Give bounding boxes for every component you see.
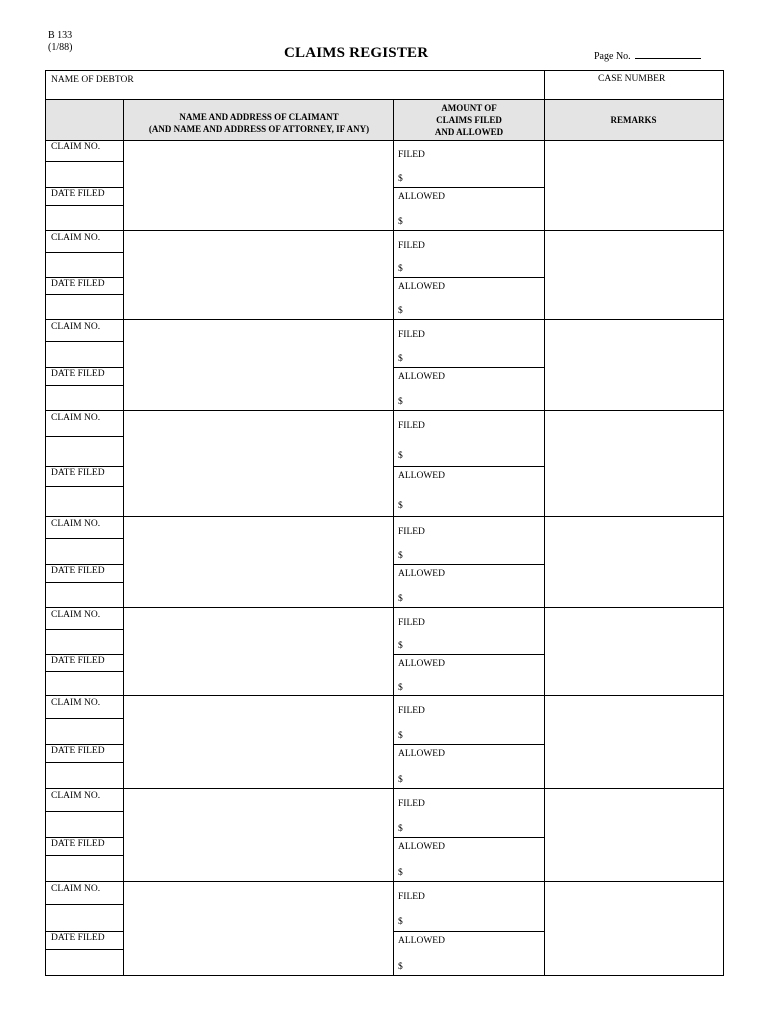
claim-no-input[interactable]: [46, 539, 123, 564]
divider: [544, 71, 545, 100]
divider: [46, 837, 123, 838]
claim-row: [46, 517, 723, 608]
date-filed-input[interactable]: [46, 763, 123, 788]
allowed-label: ALLOWED: [398, 749, 445, 759]
claim-no-input[interactable]: [46, 905, 123, 931]
date-filed-label: DATE FILED: [51, 468, 105, 478]
claim-no-input[interactable]: [46, 253, 123, 277]
divider: [46, 277, 123, 278]
claim-no-label: CLAIM NO.: [51, 142, 101, 152]
claimant-name-address-input[interactable]: [124, 696, 393, 788]
claimant-name-address-input[interactable]: [124, 608, 393, 695]
divider: [393, 564, 544, 565]
filed-dollar-sign: $: [398, 354, 403, 364]
form-number: B 133: [48, 30, 73, 41]
filed-label: FILED: [398, 706, 425, 716]
form-revision: (1/88): [48, 42, 73, 53]
filed-label: FILED: [398, 527, 425, 537]
divider: [46, 564, 123, 565]
claimant-name-address-input[interactable]: [124, 411, 393, 516]
claim-row: [46, 320, 723, 411]
claimant-name-address-input[interactable]: [124, 517, 393, 607]
divider: [393, 654, 544, 655]
claim-row: [46, 140, 723, 231]
divider: [46, 367, 123, 368]
claimant-column-header: [124, 111, 394, 135]
date-filed-label: DATE FILED: [51, 839, 105, 849]
date-filed-label: DATE FILED: [51, 933, 105, 943]
allowed-dollar-sign: $: [398, 962, 403, 972]
date-filed-input[interactable]: [46, 856, 123, 881]
filed-dollar-sign: $: [398, 264, 403, 274]
date-filed-label: DATE FILED: [51, 746, 105, 756]
claim-row: [46, 882, 723, 976]
date-filed-label: DATE FILED: [51, 656, 105, 666]
claim-no-input[interactable]: [46, 630, 123, 654]
page-title: CLAIMS REGISTER: [284, 45, 429, 61]
claim-row: [46, 789, 723, 882]
filed-label: FILED: [398, 150, 425, 160]
allowed-label: ALLOWED: [398, 659, 445, 669]
allowed-label: ALLOWED: [398, 936, 445, 946]
claim-no-input[interactable]: [46, 162, 123, 187]
claimant-name-address-input[interactable]: [124, 320, 393, 410]
allowed-label: ALLOWED: [398, 842, 445, 852]
claim-no-label: CLAIM NO.: [51, 610, 101, 620]
divider: [393, 367, 544, 368]
allowed-label: ALLOWED: [398, 471, 445, 481]
divider: [393, 277, 544, 278]
filed-label: FILED: [398, 618, 425, 628]
claim-no-label: CLAIM NO.: [51, 791, 101, 801]
claim-no-input[interactable]: [46, 437, 123, 466]
claim-no-input[interactable]: [46, 342, 123, 367]
filed-dollar-sign: $: [398, 174, 403, 184]
filed-label: FILED: [398, 799, 425, 809]
claimant-header-line: NAME AND ADDRESS OF CLAIMANT: [179, 112, 339, 122]
claimant-name-address-input[interactable]: [124, 231, 393, 319]
page-number-field: [594, 49, 701, 62]
claimant-name-address-input[interactable]: [124, 140, 393, 230]
filed-label: FILED: [398, 330, 425, 340]
allowed-dollar-sign: $: [398, 594, 403, 604]
date-filed-label: DATE FILED: [51, 566, 105, 576]
claim-no-label: CLAIM NO.: [51, 413, 101, 423]
claim-no-input[interactable]: [46, 812, 123, 837]
date-filed-input[interactable]: [46, 295, 123, 319]
date-filed-input[interactable]: [46, 583, 123, 607]
remarks-input[interactable]: [545, 320, 723, 410]
amount-header-line: CLAIMS FILED: [436, 115, 502, 125]
date-filed-input[interactable]: [46, 672, 123, 695]
filed-label: FILED: [398, 892, 425, 902]
claim-row: [46, 608, 723, 696]
claim-row: [46, 231, 723, 320]
allowed-dollar-sign: $: [398, 397, 403, 407]
filed-label: FILED: [398, 241, 425, 251]
divider: [393, 744, 544, 745]
allowed-dollar-sign: $: [398, 775, 403, 785]
filed-dollar-sign: $: [398, 824, 403, 834]
date-filed-label: DATE FILED: [51, 279, 105, 289]
divider: [393, 837, 544, 838]
date-filed-input[interactable]: [46, 487, 123, 516]
claim-row: [46, 411, 723, 517]
claim-no-label: CLAIM NO.: [51, 233, 101, 243]
divider: [46, 931, 123, 932]
filed-dollar-sign: $: [398, 731, 403, 741]
allowed-label: ALLOWED: [398, 192, 445, 202]
page-number-label: Page No.: [594, 51, 631, 62]
date-filed-input[interactable]: [46, 950, 123, 975]
claim-no-label: CLAIM NO.: [51, 322, 101, 332]
allowed-dollar-sign: $: [398, 217, 403, 227]
date-filed-label: DATE FILED: [51, 369, 105, 379]
allowed-label: ALLOWED: [398, 282, 445, 292]
filed-label: FILED: [398, 421, 425, 431]
remarks-input[interactable]: [545, 140, 723, 230]
date-filed-label: DATE FILED: [51, 189, 105, 199]
divider: [46, 744, 123, 745]
claimant-name-address-input[interactable]: [124, 789, 393, 881]
remarks-input[interactable]: [545, 608, 723, 695]
case-number-label: CASE NUMBER: [598, 74, 666, 84]
remarks-input[interactable]: [545, 882, 723, 975]
amount-header-line: AMOUNT OF: [441, 103, 497, 113]
amount-header-line: AND ALLOWED: [434, 127, 504, 137]
filed-dollar-sign: $: [398, 917, 403, 927]
allowed-label: ALLOWED: [398, 372, 445, 382]
remarks-input[interactable]: [545, 517, 723, 607]
claimant-header-line: (AND NAME AND ADDRESS OF ATTORNEY, IF ANY): [148, 124, 370, 134]
claims-register-table: [45, 70, 724, 976]
divider: [46, 99, 723, 100]
amount-column-header: [393, 102, 545, 138]
remarks-input[interactable]: [545, 789, 723, 881]
divider: [46, 654, 123, 655]
divider: [393, 466, 544, 467]
claim-no-input[interactable]: [46, 719, 123, 744]
divider: [393, 187, 544, 188]
claim-no-label: CLAIM NO.: [51, 884, 101, 894]
allowed-label: ALLOWED: [398, 569, 445, 579]
claim-row: [46, 696, 723, 789]
allowed-dollar-sign: $: [398, 683, 403, 693]
claimant-name-address-input[interactable]: [124, 882, 393, 975]
remarks-input[interactable]: [545, 231, 723, 319]
page-number-blank[interactable]: [635, 49, 701, 59]
claim-no-label: CLAIM NO.: [51, 519, 101, 529]
name-of-debtor-label: NAME OF DEBTOR: [51, 75, 134, 85]
filed-dollar-sign: $: [398, 551, 403, 561]
date-filed-input[interactable]: [46, 206, 123, 230]
claim-no-label: CLAIM NO.: [51, 698, 101, 708]
allowed-dollar-sign: $: [398, 501, 403, 511]
allowed-dollar-sign: $: [398, 868, 403, 878]
filed-dollar-sign: $: [398, 641, 403, 651]
filed-dollar-sign: $: [398, 451, 403, 461]
remarks-column-header: REMARKS: [610, 115, 657, 125]
divider: [393, 931, 544, 932]
remarks-input[interactable]: [545, 411, 723, 516]
allowed-dollar-sign: $: [398, 306, 403, 316]
divider: [46, 466, 123, 467]
divider: [46, 975, 723, 976]
form-code: [48, 30, 72, 54]
divider: [46, 187, 123, 188]
remarks-input[interactable]: [545, 696, 723, 788]
date-filed-input[interactable]: [46, 386, 123, 410]
